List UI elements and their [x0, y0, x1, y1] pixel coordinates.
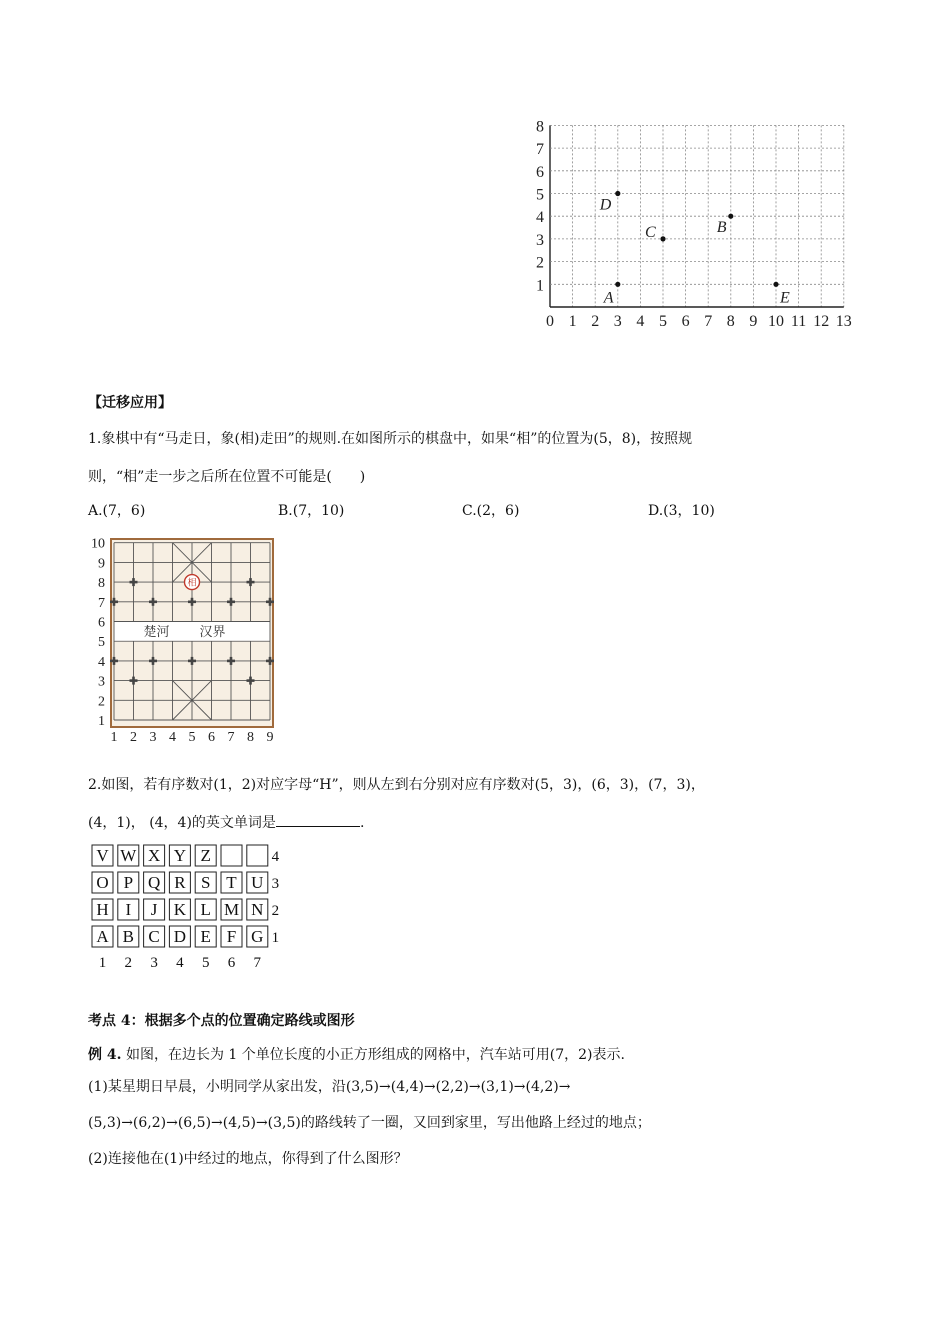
x-tick-label: 5	[188, 730, 196, 745]
coordinate-grid-figure	[530, 112, 870, 332]
q1-option-c: C.(2，6)	[462, 503, 520, 519]
example-label: 例 4.	[88, 1047, 122, 1063]
y-tick-label: 6	[536, 163, 544, 181]
chessboard-figure	[84, 530, 284, 745]
x-tick-label: 5	[659, 313, 667, 330]
y-tick-label: 3	[536, 231, 544, 249]
point-label-e: E	[780, 289, 790, 307]
letter-text: S	[200, 873, 211, 892]
q1-option-a: A.(7，6)	[88, 503, 146, 519]
letter-text: B	[122, 927, 134, 946]
x-tick-label: 9	[749, 313, 758, 330]
letter-text: H	[96, 900, 109, 919]
col-label: 4	[176, 955, 184, 970]
example-part1-line2: (5,3)→(6,2)→(6,5)→(4,5)→(3,5)的路线转了一圈，又回到家里，写出他路上经过的地点；	[88, 1115, 651, 1131]
x-tick-label: 3	[613, 313, 622, 330]
point-d	[615, 191, 620, 196]
col-label: 1	[98, 955, 107, 970]
point-label-b: B	[716, 219, 727, 237]
q1-option-d: D.(3，10)	[648, 503, 715, 519]
col-label: 6	[227, 955, 236, 970]
q2-line2-text: (4，1)， (4，4)的英文单词是	[88, 815, 276, 831]
letter-text: U	[251, 873, 264, 892]
y-tick-label: 3	[98, 674, 105, 690]
point-b	[728, 214, 733, 219]
x-tick-label: 1	[110, 730, 118, 745]
x-tick-label: 4	[169, 730, 176, 745]
letter-text: J	[150, 900, 158, 919]
col-label: 5	[201, 955, 210, 970]
y-tick-label: 6	[98, 615, 105, 631]
row-label: 3	[271, 876, 280, 892]
letter-text: I	[125, 900, 132, 919]
letter-text: D	[173, 927, 187, 946]
letter-text: X	[147, 846, 161, 865]
x-tick-label: 12	[813, 313, 830, 330]
x-tick-label: 10	[768, 313, 784, 330]
y-tick-label: 7	[98, 595, 105, 611]
y-tick-label: 4	[98, 654, 105, 670]
letter-text: W	[120, 846, 137, 865]
x-tick-label: 13	[835, 313, 852, 330]
xiang-piece-label: 相	[187, 577, 197, 588]
col-label: 2	[124, 955, 133, 970]
x-tick-label: 4	[636, 313, 645, 330]
y-tick-label: 2	[98, 694, 105, 710]
q2-line2-end: .	[359, 815, 365, 831]
x-tick-label: 0	[546, 313, 554, 330]
y-tick-label: 4	[536, 209, 544, 227]
q1-line1: 1.象棋中有“马走日，象(相)走田”的规则.在如图所示的棋盘中，如果“相”的位置为(5，8)，按照规	[88, 431, 693, 447]
row-label: 4	[271, 849, 280, 865]
section-title: 【迁移应用】	[88, 395, 172, 411]
letter-text: V	[96, 846, 109, 865]
x-tick-label: 11	[790, 313, 807, 330]
col-label: 3	[150, 955, 158, 970]
x-tick-label: 3	[149, 730, 157, 745]
letter-text: Z	[200, 846, 211, 865]
point-label-a: A	[603, 289, 614, 307]
y-tick-label: 8	[98, 576, 105, 592]
point-label-c: C	[645, 223, 656, 241]
row-label: 2	[271, 903, 280, 919]
y-tick-label: 8	[536, 118, 544, 136]
letter-text: Y	[173, 846, 187, 865]
y-tick-label: 7	[536, 141, 544, 159]
letter-text: K	[173, 900, 187, 919]
y-tick-label: 5	[98, 635, 105, 651]
q1-line2: 则，“相”走一步之后所在位置不可能是( )	[88, 469, 366, 485]
x-tick-label: 6	[208, 730, 215, 745]
x-tick-label: 2	[591, 313, 600, 330]
point-c	[660, 236, 665, 241]
x-tick-label: 8	[726, 313, 735, 330]
point-label-d: D	[599, 196, 612, 214]
q1-option-b: B.(7，10)	[278, 503, 345, 519]
x-tick-label: 6	[681, 313, 690, 330]
x-tick-label: 8	[247, 730, 254, 745]
letter-cell	[221, 845, 242, 866]
letter-text: L	[200, 900, 211, 919]
row-label: 1	[271, 930, 280, 946]
x-tick-label: 2	[130, 730, 137, 745]
river-left-text: 楚河	[143, 624, 170, 640]
point-a	[615, 282, 620, 287]
example-part2: (2)连接他在(1)中经过的地点，你得到了什么图形？	[88, 1151, 408, 1167]
y-tick-label: 10	[91, 536, 105, 552]
letter-text: N	[251, 900, 264, 919]
kaodian-heading: 考点 4：根据多个点的位置确定路线或图形	[88, 1013, 355, 1029]
y-tick-label: 1	[98, 714, 105, 729]
example-text: 如图，在边长为 1 个单位长度的小正方形组成的网格中，汽车站可用(7，2)表示.	[121, 1047, 625, 1063]
letter-cell	[247, 845, 268, 866]
x-tick-label: 7	[704, 313, 713, 330]
y-tick-label: 9	[98, 556, 105, 572]
letter-text: A	[96, 927, 109, 946]
letter-text: G	[251, 927, 264, 946]
letter-text: T	[226, 873, 237, 892]
q2-line1: 2.如图，若有序数对(1，2)对应字母“H”，则从左到右分别对应有序数对(5，3)，(6，3)，(7，3)，	[88, 777, 705, 793]
example-line	[88, 1044, 625, 1064]
letter-text: R	[174, 873, 186, 892]
x-tick-label: 7	[227, 730, 235, 745]
y-tick-label: 1	[536, 277, 544, 295]
y-tick-label: 2	[536, 254, 544, 272]
y-tick-label: 5	[536, 186, 544, 204]
x-tick-label: 1	[568, 313, 577, 330]
point-e	[773, 282, 778, 287]
river-right-text: 汉界	[199, 624, 226, 640]
letter-text: O	[96, 873, 109, 892]
letter-text: Q	[147, 873, 161, 892]
letter-text: F	[226, 927, 237, 946]
x-tick-label: 9	[266, 730, 274, 745]
answer-blank[interactable]	[276, 812, 360, 827]
letter-text: P	[123, 873, 134, 892]
letter-grid-figure	[88, 840, 298, 970]
letter-text: E	[200, 927, 211, 946]
example-part1-line1: (1)某星期日早晨，小明同学从家出发，沿(3,5)→(4,4)→(2,2)→(3,1)→(4,2)→	[88, 1079, 571, 1095]
letter-text: C	[148, 927, 160, 946]
letter-text: M	[223, 900, 240, 919]
col-label: 7	[253, 955, 262, 970]
river-band	[115, 622, 270, 641]
q2-line2	[88, 812, 364, 832]
